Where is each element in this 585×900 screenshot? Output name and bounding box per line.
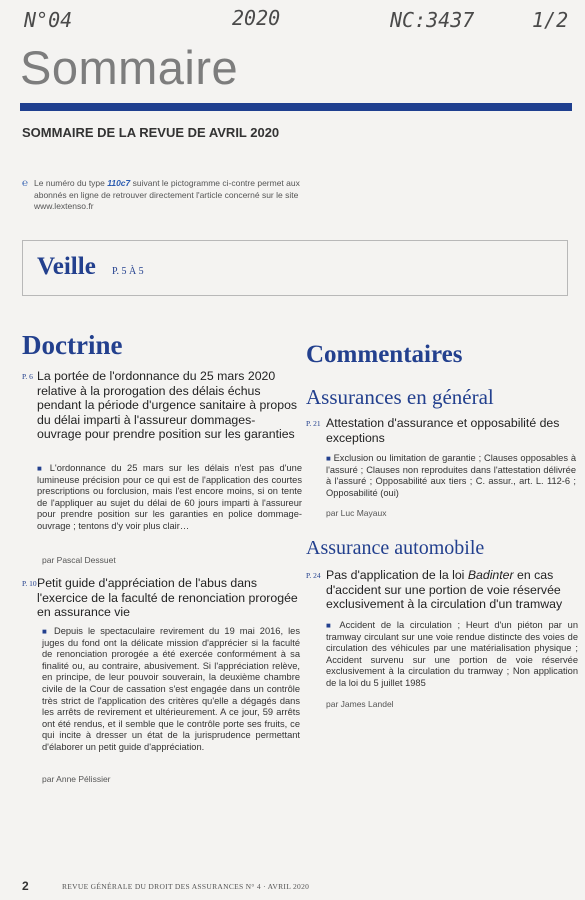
article-abstract-text: Depuis le spectaculaire revirement du 19 mai 2016, les juges du fond ont la délicate mission d'apprécier si la faculté de renonciation prorogée a été exercée conformément à sa finalité ou, au contraire, abusivement. Si l'appréciation relève, en principe, de leur pouvoir souverain, la deuxième chambre civile de la Cour de cassation s'est engagée dans un contrôle très strict de l'application des critères qu'elle a dégagés dans les arrêts de revirement et ultérieurement. A ce jour, 59 arrêts ont été rendus, et il semble que le contrôle porte ses fruits, ce qui incite à dresser un état de la jurisprudence permettant d'élaborer un petit guide d'appréciation. [42, 626, 300, 752]
article-title-part: Pas d'application de la loi [326, 568, 468, 582]
page-subtitle: SOMMAIRE DE LA REVUE DE AVRIL 2020 [22, 125, 280, 140]
article-title-part: en cas d'accident sur une portion de voie réservée exclusivement à la circulation d'un tramway [326, 568, 563, 611]
veille-box [22, 240, 568, 296]
article-abstract [37, 463, 302, 533]
page-number: 2 [22, 879, 29, 893]
article-title: Petit guide d'appréciation de l'abus dans l'exercice de la faculté de renonciation prorogée en assurance vie [37, 576, 298, 619]
handwritten-fraction: 1/2 [532, 8, 569, 32]
veille-pages: P. 5 À 5 [112, 266, 144, 277]
handwritten-number: N°04 [24, 8, 73, 32]
article-author: par James Landel [326, 699, 394, 709]
article-page-ref: P. 24 [306, 571, 321, 580]
article-author: par Pascal Dessuet [42, 555, 116, 565]
doctrine-heading: Doctrine [22, 330, 123, 360]
lextenso-note [34, 178, 334, 213]
article-title: Attestation d'assurance et opposabilité des exceptions [326, 416, 560, 445]
article-abstract [326, 620, 578, 690]
article-page-ref: P. 21 [306, 419, 321, 428]
footer-publication: REVUE GÉNÉRALE DU DROIT DES ASSURANCES N° 4 · AVRIL 2020 [62, 882, 310, 891]
article-author: par Luc Mayaux [326, 508, 387, 518]
article-abstract [326, 453, 576, 499]
lextenso-text-before: Le numéro du type [34, 178, 108, 188]
article-author: par Anne Pélissier [42, 774, 111, 784]
article-abstract-text: Exclusion ou limitation de garantie ; Clauses opposables à l'assuré ; Clauses non reproduites dans l'attestation délivrée à l'assuré ; Opposabilité aux tiers ; C. assur., art. L. 112-6 ; Opposabilité (oui) [326, 453, 577, 498]
at-symbol-icon: ℮ [22, 178, 29, 189]
handwritten-reference: NC:3437 [390, 8, 475, 32]
title-rule [20, 103, 572, 111]
bullet-square-icon: ■ [326, 621, 340, 630]
section-heading-assurance-automobile: Assurance automobile [306, 537, 485, 559]
article-title-italic: Badinter [467, 568, 514, 582]
article-page-ref: P. 6 [22, 372, 33, 381]
page-title: Sommaire [20, 41, 239, 94]
article-abstract-text: Accident de la circulation ; Heurt d'un piéton par un tramway circulant sur une voie rendue distincte des voies de circulation des véhicules par une matérialisation physique ; Accident survenu sur une portion de voie réservée exclusivement à la circulation du tramway ; Non application de la loi du 5 juillet 1985 [326, 620, 578, 688]
bullet-square-icon: ■ [326, 454, 334, 463]
handwritten-year: 2020 [232, 6, 281, 30]
article-title [326, 568, 581, 612]
section-heading-assurances-general: Assurances en général [306, 385, 494, 409]
article-page-ref: P. 10 [22, 579, 37, 588]
article-abstract-text: L'ordonnance du 25 mars sur les délais n'est pas d'une lumineuse précision pour ce qui est de l'application des courtes prescriptions ou forclusion, mais l'est encore moins, si on tente de l'appliquer au sujet du délai de 60 jours imparti à l'assureur pour prendre position sur les garanties en police dommage-ouvrage ; tentons d'y voir plus clair… [37, 463, 302, 531]
article-title: La portée de l'ordonnance du 25 mars 2020 relative à la prorogation des délais échus pendant la période d'urgence sanitaire à propos du délai imparti à l'assureur dommages-ouvrage pour prendre position sur les garanties [37, 369, 298, 441]
article-abstract [42, 626, 300, 754]
bullet-square-icon: ■ [42, 627, 54, 636]
bullet-square-icon: ■ [37, 464, 50, 473]
veille-title: Veille [37, 253, 96, 280]
commentaires-heading: Commentaires [306, 341, 463, 368]
lextenso-code: 110c7 [107, 178, 131, 188]
lextenso-text-after: suivant le pictogramme ci-contre permet aux abonnés en ligne de retrouver directement l'article concerné sur le site www.lextenso.fr [34, 178, 300, 211]
